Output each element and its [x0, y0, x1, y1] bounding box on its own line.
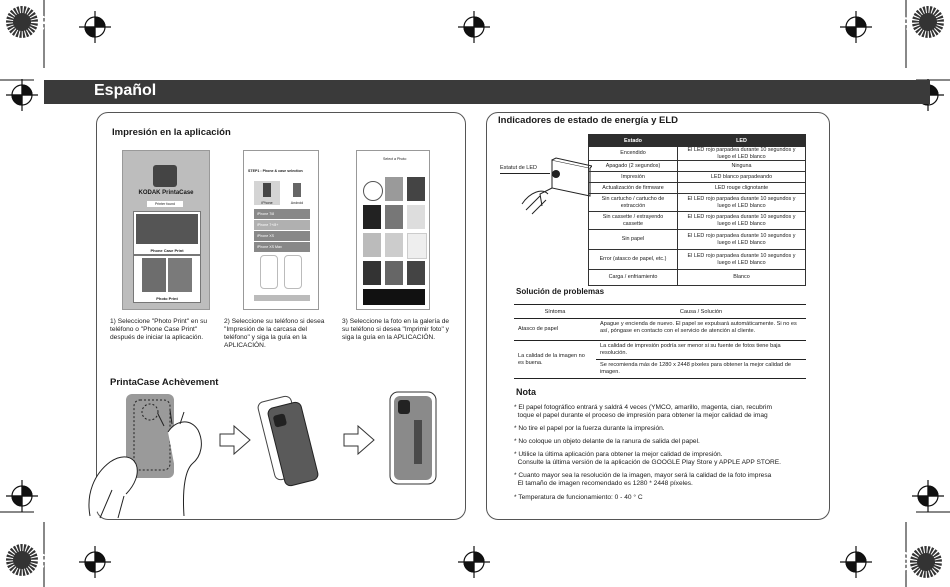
led-status-table [588, 134, 806, 286]
tab-iphone[interactable]: iPhone [254, 181, 280, 205]
gallery-thumb[interactable] [363, 205, 381, 229]
note-line: * Cuanto mayor sea la resolución de la imagen, mayor será la calidad de la foto impresa [514, 472, 772, 479]
printer-found-badge[interactable]: Printer found [147, 201, 183, 207]
language-header-bar [44, 80, 930, 104]
symptom-cell: La calidad de la imagen no es buena. [514, 341, 596, 379]
note-line: Consulte la última versión de la aplicación de GOOGLE Play Store y APPLE APP STORE. [514, 459, 781, 466]
state-cell: Encendido [589, 147, 678, 161]
solution-cell: La calidad de impresión podría ser menor si su fuente de fotos tiene baja resolución. [596, 341, 806, 360]
section-title-led: Indicadores de estado de energía y ELD [498, 115, 679, 126]
gallery-thumb[interactable] [363, 233, 381, 257]
no-photo-icon [363, 181, 383, 201]
led-cell: LED blanco parpadeando [678, 172, 806, 183]
model-item[interactable]: iPhone XS [254, 231, 310, 241]
note-line: toque el papel durante el proceso de impresión para obtener la mejor calidad de imag [514, 412, 768, 419]
state-cell: Sin papel [589, 230, 678, 250]
led-cell: El LED rojo parpadea durante 10 segundos y luego el LED blanco [678, 212, 806, 230]
printer-led-illustration [512, 150, 592, 220]
gallery-thumb[interactable] [407, 233, 427, 259]
section-title-app-printing: Impresión en la aplicación [112, 127, 231, 138]
model-item[interactable]: iPhone XS Max [254, 242, 310, 252]
table-header: LED [678, 135, 806, 147]
phone-case-preview [284, 255, 302, 289]
led-cell: El LED rojo parpadea durante 10 segundos y luego el LED blanco [678, 250, 806, 270]
phone-case-preview [260, 255, 278, 289]
section-title-troubleshooting: Solución de problemas [516, 287, 605, 296]
section-title-printacase: PrintaCase Achèvement [110, 377, 219, 388]
gallery-thumb-row[interactable] [363, 289, 425, 305]
note-line: * No coloque un objeto delante de la ranura de salida del papel. [514, 438, 700, 445]
gallery-thumb[interactable] [385, 205, 403, 229]
table-header: Causa / Solución [596, 305, 806, 319]
note-line: * El papel fotográfico entrará y saldrá 4 veces (YMCO, amarillo, magenta, cian, recubrim [514, 404, 772, 411]
gallery-thumb[interactable] [407, 261, 425, 285]
led-callout-line [500, 173, 550, 174]
troubleshooting-table [514, 304, 806, 379]
card-label: Photo Print [156, 296, 178, 301]
language-title: Español [94, 82, 157, 99]
brand-label: KODAK [138, 190, 161, 196]
led-cell: El LED rojo parpadea durante 10 segundos y luego el LED blanco [678, 230, 806, 250]
kodak-logo-icon [153, 165, 177, 187]
solution-cell: Se recomienda más de 1280 x 2448 píxeles para obtener la mejor calidad de imagen. [596, 360, 806, 379]
state-cell: Sin cassette / extrayendo cassette [589, 212, 678, 230]
next-button[interactable] [254, 295, 310, 301]
app-screenshot-home [122, 150, 210, 310]
gallery-thumb[interactable] [385, 261, 403, 285]
step2-caption: 2) Seleccione su teléfono si desea "Impresión de la carcasa del teléfono" y siga la guía en la APLICACIÓN. [224, 318, 325, 349]
case-application-illustration [80, 390, 464, 520]
led-cell: Ninguna [678, 161, 806, 172]
note-line: * No tire el papel por la fuerza durante la impresión. [514, 425, 665, 432]
note-line: * Utilice la última aplicación para obtener la mejor calidad de impresión. [514, 451, 723, 458]
state-cell: Error (atasco de papel, etc.) [589, 250, 678, 270]
led-cell: LED rouge clignotante [678, 183, 806, 194]
gallery-thumb[interactable] [407, 205, 425, 229]
symptom-cell: Atasco de papel [514, 319, 596, 341]
card-label: Phone Case Print [150, 248, 184, 253]
state-cell: Sin cartucho / cartucho de extracción [589, 194, 678, 212]
step1-caption: 1) Seleccione "Photo Print" en su teléfono o "Phone Case Print" después de iniciar la aplicación. [110, 318, 208, 341]
gallery-title: Select a Photo [383, 157, 407, 161]
note-line: El tamaño de imagen recomendado es 1280 * 2448 píxeles. [514, 480, 693, 487]
table-header: Síntoma [514, 305, 596, 319]
tab-android[interactable]: Android [284, 181, 310, 205]
step3-caption: 3) Seleccione la foto en la galería de su teléfono si desea "Imprimir foto" y siga la guía en la APLICACIÓN. [342, 318, 450, 341]
gallery-thumb[interactable] [385, 177, 403, 201]
step-label: STEP1 : Phone & case selection [248, 169, 303, 173]
state-cell: Carga / enfriamiento [589, 270, 678, 286]
app-screenshot-phone-select [243, 150, 319, 310]
state-cell: Impresión [589, 172, 678, 183]
phone-case-print-card[interactable] [133, 211, 201, 255]
app-name-label: PrintaCase [162, 190, 194, 196]
app-screenshot-gallery [356, 150, 430, 310]
gallery-thumb[interactable] [385, 233, 403, 257]
model-item[interactable]: iPhone 7+/8+ [254, 220, 310, 230]
state-cell: Actualización de firmware [589, 183, 678, 194]
table-header: Estado [589, 135, 678, 147]
led-callout-label: Estatut de LED [500, 165, 537, 171]
led-cell: El LED rojo parpadea durante 10 segundos y luego el LED blanco [678, 147, 806, 161]
gallery-thumb[interactable] [363, 261, 381, 285]
section-title-note: Nota [516, 387, 536, 397]
note-line: * Temperatura de funcionamiento: 0 - 40 ° C [514, 494, 643, 501]
model-item[interactable]: iPhone 7/8 [254, 209, 310, 219]
led-cell: El LED rojo parpadea durante 10 segundos y luego el LED blanco [678, 194, 806, 212]
photo-print-card[interactable] [133, 255, 201, 303]
solution-cell: Apague y encienda de nuevo. El papel se expulsará automáticamente. Si no es así, póngase en contacto con el servicio de atención al cliente. [596, 319, 806, 341]
state-cell: Apagado (2 segundos) [589, 161, 678, 172]
led-cell: Blanco [678, 270, 806, 286]
gallery-thumb[interactable] [407, 177, 425, 201]
